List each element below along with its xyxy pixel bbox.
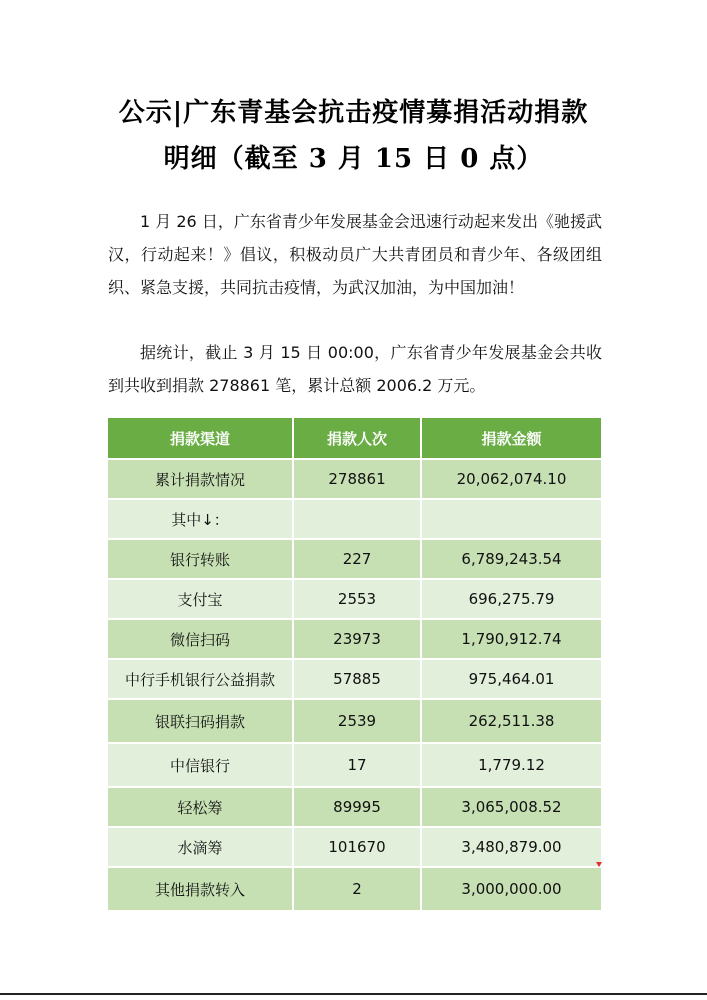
page-title-line-2: 明细（截至 3 月 15 日 0 点）	[163, 144, 544, 174]
table-row	[108, 788, 601, 828]
cell-count: 101670	[294, 828, 422, 868]
table-row	[108, 580, 601, 620]
cell-amount: 975,464.01	[422, 660, 601, 700]
cell-count: 23973	[294, 620, 422, 660]
cell-amount: 1,779.12	[422, 744, 601, 788]
table-row	[108, 460, 601, 500]
cell-channel: 中行手机银行公益捐款	[108, 660, 294, 700]
donation-table	[108, 418, 601, 912]
cell-count: 2553	[294, 580, 422, 620]
page-title-line-1: 公示|广东青基会抗击疫情募捐活动捐款	[118, 98, 589, 128]
page-bottom-rule	[0, 993, 707, 995]
table-row	[108, 540, 601, 580]
cell-channel: 累计捐款情况	[108, 460, 294, 500]
cell-count: 227	[294, 540, 422, 580]
cell-amount: 696,275.79	[422, 580, 601, 620]
cell-channel: 中信银行	[108, 744, 294, 788]
cell-amount	[422, 500, 601, 540]
cell-channel: 其中↓：	[108, 500, 294, 540]
cell-amount: 3,000,000.00	[422, 868, 601, 912]
cell-channel: 微信扫码	[108, 620, 294, 660]
cell-amount: 6,789,243.54	[422, 540, 601, 580]
table-row	[108, 744, 601, 788]
cell-channel: 其他捐款转入	[108, 868, 294, 912]
cell-count: 57885	[294, 660, 422, 700]
cell-count	[294, 500, 422, 540]
cell-count: 89995	[294, 788, 422, 828]
cell-count: 2	[294, 868, 422, 912]
table-row	[108, 620, 601, 660]
statistics-paragraph: 据统计，截止 3 月 15 日 00:00，广东省青少年发展基金会共收到共收到捐款 278861 笔，累计总额 2006.2 万元。	[108, 343, 602, 395]
header-count: 捐款人次	[294, 418, 422, 460]
table-header-row	[108, 418, 601, 460]
cell-amount: 3,480,879.00	[422, 828, 601, 868]
table-row	[108, 700, 601, 744]
table-row	[108, 500, 601, 540]
cell-channel: 银行转账	[108, 540, 294, 580]
cell-channel: 轻松筹	[108, 788, 294, 828]
cell-channel: 支付宝	[108, 580, 294, 620]
cell-amount: 1,790,912.74	[422, 620, 601, 660]
table-row	[108, 828, 601, 868]
table-row	[108, 660, 601, 700]
cell-amount: 20,062,074.10	[422, 460, 601, 500]
cell-amount: 3,065,008.52	[422, 788, 601, 828]
cell-channel: 水滴筹	[108, 828, 294, 868]
table-row	[108, 868, 601, 912]
cell-amount: 262,511.38	[422, 700, 601, 744]
red-triangle-mark	[596, 862, 602, 867]
header-amount: 捐款金额	[422, 418, 601, 460]
cell-count: 17	[294, 744, 422, 788]
cell-channel: 银联扫码捐款	[108, 700, 294, 744]
cell-count: 278861	[294, 460, 422, 500]
cell-count: 2539	[294, 700, 422, 744]
intro-paragraph: 1 月 26 日，广东省青少年发展基金会迅速行动起来发出《驰援武汉，行动起来！》倡议，积极动员广大共青团员和青少年、各级团组织、紧急支援，共同抗击疫情，为武汉加油，为中国加油！	[108, 212, 602, 297]
header-channel: 捐款渠道	[108, 418, 294, 460]
